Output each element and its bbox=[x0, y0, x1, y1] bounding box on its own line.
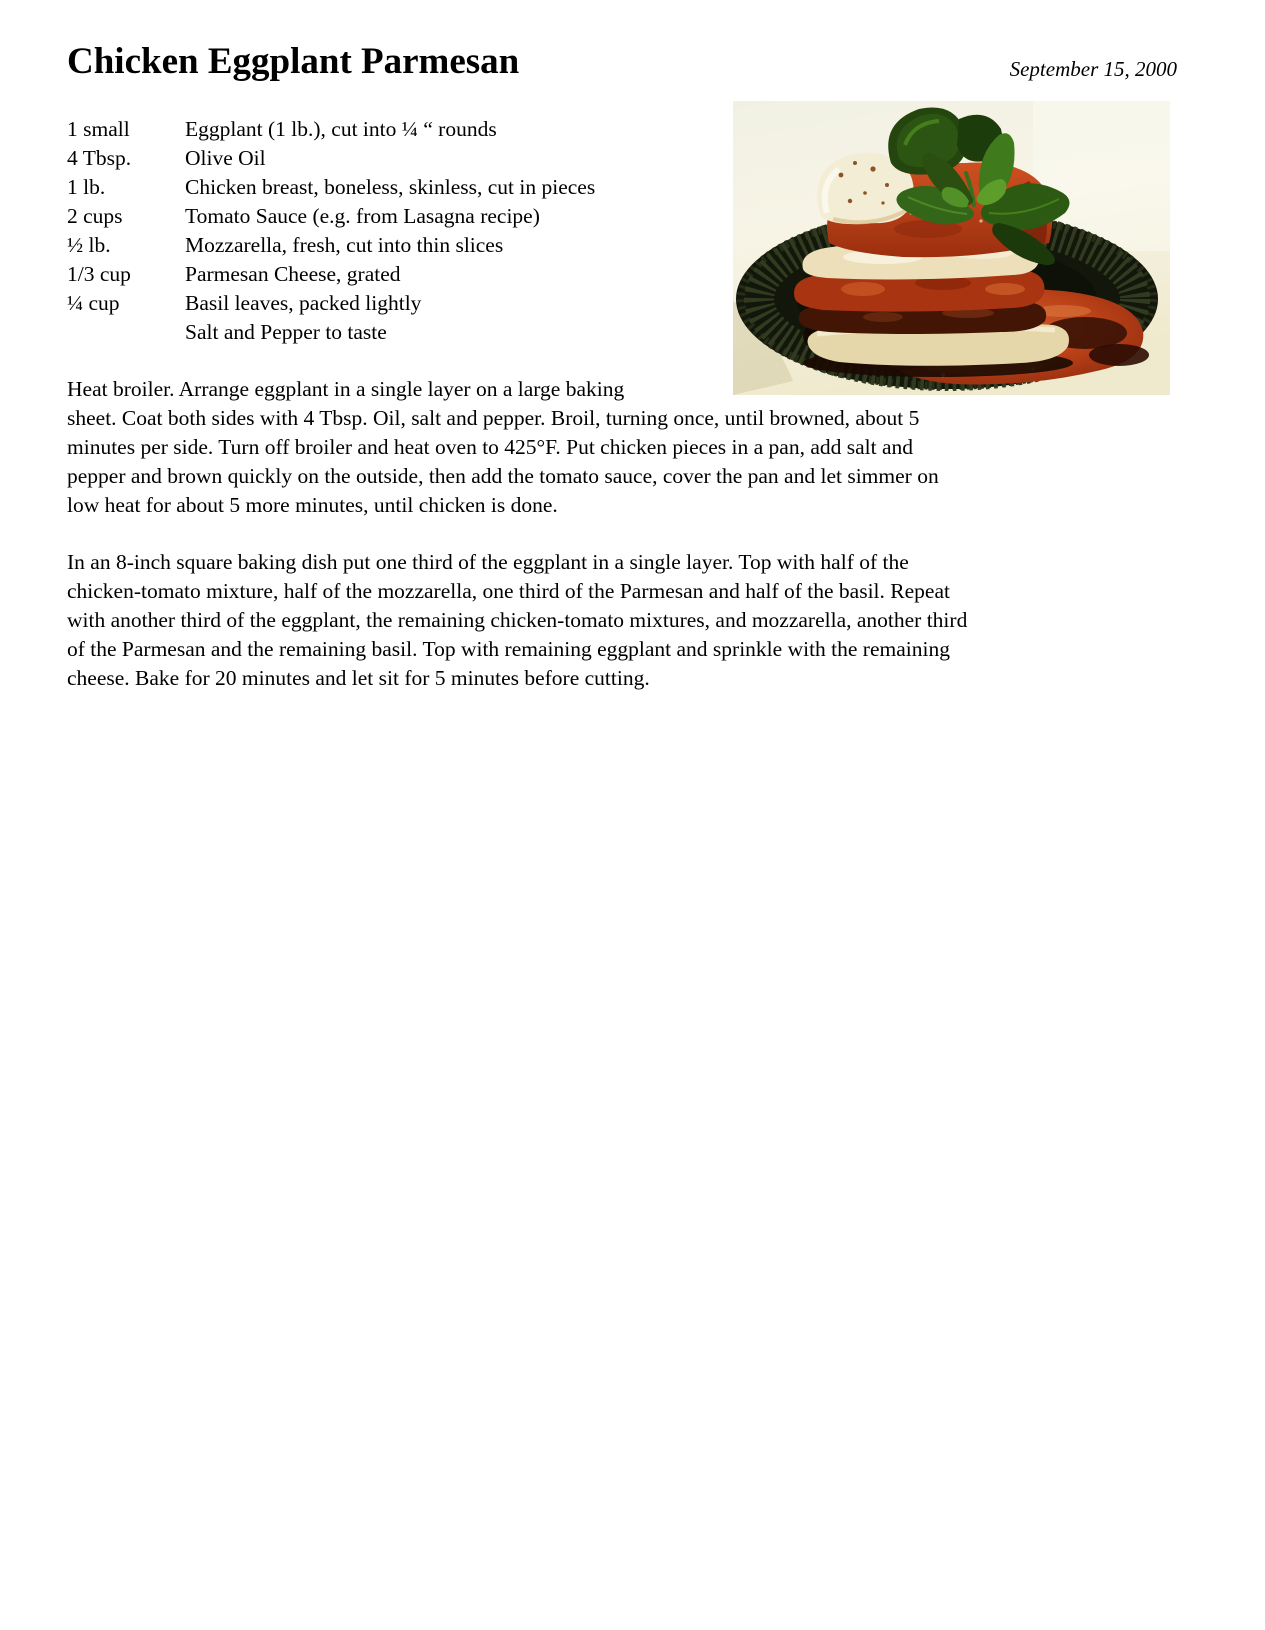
ingredient-row bbox=[67, 115, 595, 144]
ingredient-name: Olive Oil bbox=[185, 146, 266, 170]
ingredient-quantity: 1 small bbox=[67, 117, 130, 141]
ingredient-name: Chicken breast, boneless, skinless, cut in pieces bbox=[185, 175, 596, 199]
paragraph-line: sheet. Coat both sides with 4 Tbsp. Oil, salt and pepper. Broil, turning once, until browned, about 5 bbox=[67, 406, 920, 430]
ingredient-row bbox=[67, 231, 595, 260]
ingredient-quantity: ½ lb. bbox=[67, 233, 111, 257]
ingredient-quantity: 2 cups bbox=[67, 204, 123, 228]
ingredient-row bbox=[67, 289, 595, 318]
paragraph-line: In an 8-inch square baking dish put one third of the eggplant in a single layer. Top with half of the bbox=[67, 550, 909, 574]
ingredient-row bbox=[67, 260, 595, 289]
paragraph-line: chicken-tomato mixture, half of the mozzarella, one third of the Parmesan and half of the basil. Repeat bbox=[67, 579, 950, 603]
paragraph-line: cheese. Bake for 20 minutes and let sit for 5 minutes before cutting. bbox=[67, 666, 650, 690]
dish-photo-illustration bbox=[733, 101, 1170, 395]
paragraph-line: with another third of the eggplant, the remaining chicken-tomato mixtures, and mozzarella, another third bbox=[67, 608, 968, 632]
paragraph-line: low heat for about 5 more minutes, until chicken is done. bbox=[67, 493, 558, 517]
ingredient-row bbox=[67, 202, 595, 231]
recipe-title: Chicken Eggplant Parmesan bbox=[67, 41, 520, 82]
ingredient-quantity: 4 Tbsp. bbox=[67, 146, 132, 170]
instructions-paragraph-2 bbox=[67, 548, 967, 693]
ingredient-name: Salt and Pepper to taste bbox=[185, 320, 387, 344]
recipe-date: September 15, 2000 bbox=[1009, 57, 1177, 81]
ingredients-list bbox=[67, 115, 595, 347]
ingredient-name: Tomato Sauce (e.g. from Lasagna recipe) bbox=[185, 204, 540, 228]
ingredient-quantity: 1/3 cup bbox=[67, 262, 131, 286]
paragraph-line: pepper and brown quickly on the outside, then add the tomato sauce, cover the pan and let simmer on bbox=[67, 464, 939, 488]
ingredient-row bbox=[67, 318, 595, 347]
ingredient-row bbox=[67, 173, 595, 202]
paragraph-line: minutes per side. Turn off broiler and heat oven to 425°F. Put chicken pieces in a pan, add salt and bbox=[67, 435, 914, 459]
ingredient-row bbox=[67, 144, 595, 173]
ingredient-name: Mozzarella, fresh, cut into thin slices bbox=[185, 233, 504, 257]
dish-photo bbox=[733, 101, 1170, 395]
ingredient-quantity: 1 lb. bbox=[67, 175, 106, 199]
ingredient-name: Eggplant (1 lb.), cut into ¼ “ rounds bbox=[185, 117, 497, 141]
instructions-paragraph-1 bbox=[67, 375, 939, 520]
paragraph-line: Heat broiler. Arrange eggplant in a single layer on a large baking bbox=[67, 377, 625, 401]
ingredient-name: Basil leaves, packed lightly bbox=[185, 291, 422, 315]
paragraph-line: of the Parmesan and the remaining basil. Top with remaining eggplant and sprinkle with the remaining bbox=[67, 637, 950, 661]
ingredient-name: Parmesan Cheese, grated bbox=[185, 262, 401, 286]
ingredient-quantity: ¼ cup bbox=[67, 291, 120, 315]
